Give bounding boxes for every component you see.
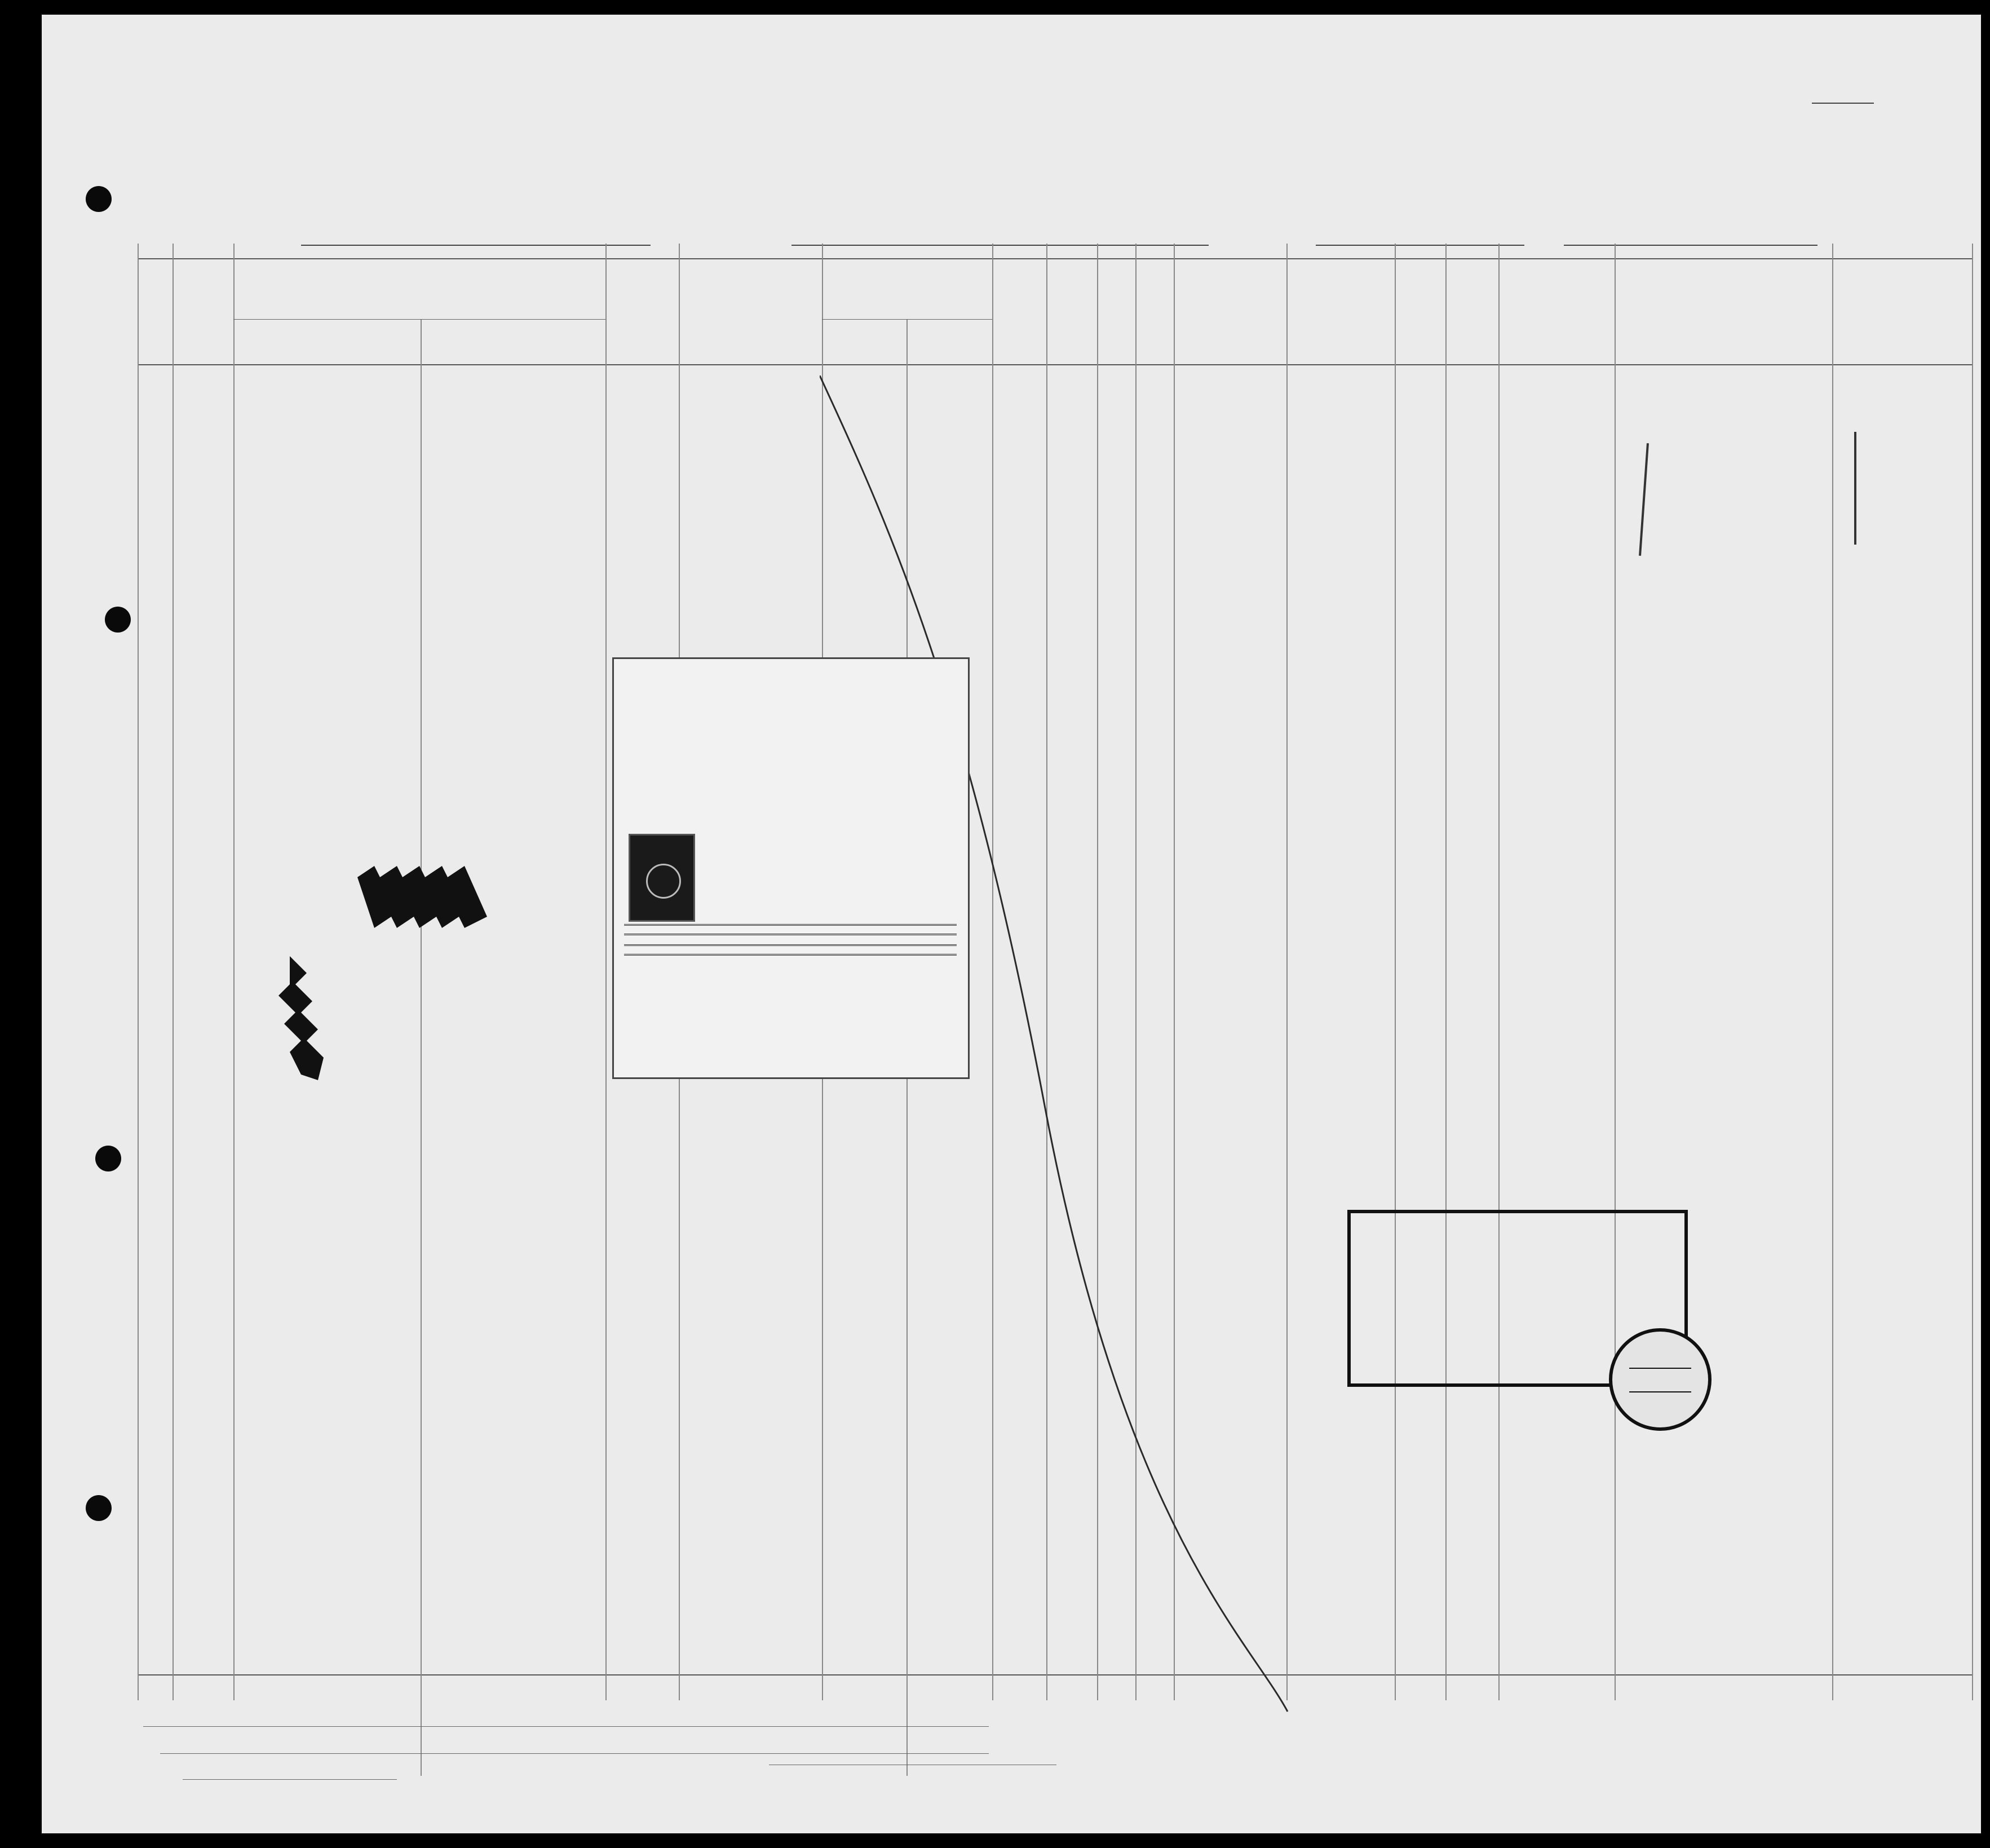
arrival-underline xyxy=(1316,245,1524,246)
strike-out xyxy=(624,924,957,935)
shipped-subheader-line xyxy=(822,319,992,320)
footer-rule xyxy=(183,1779,397,1780)
glue-mark xyxy=(357,860,527,973)
column-line xyxy=(1498,244,1500,1700)
column-line xyxy=(173,244,174,1700)
vessel-underline xyxy=(301,245,651,246)
date-underline xyxy=(1564,245,1744,246)
column-line xyxy=(1445,244,1447,1700)
table-top-border xyxy=(138,258,1972,259)
strike-out xyxy=(624,944,957,956)
fee-stamp xyxy=(629,834,695,922)
column-line xyxy=(138,244,139,1700)
balboa-seal xyxy=(1609,1328,1712,1431)
footer-rule xyxy=(160,1753,989,1754)
column-line xyxy=(1972,244,1973,1700)
seal-center-icon xyxy=(1629,1368,1691,1392)
punch-hole xyxy=(105,607,131,633)
year-underline xyxy=(1744,245,1817,246)
table-header-border xyxy=(138,364,1972,365)
footer-rule xyxy=(143,1726,989,1727)
manifest-sheet xyxy=(42,15,1981,1833)
punch-hole xyxy=(86,1495,112,1521)
remarks-stroke xyxy=(1639,443,1649,556)
fee-stamp-seal-icon xyxy=(646,864,681,899)
glue-mark xyxy=(278,950,352,1086)
column-line xyxy=(233,244,235,1700)
column-line xyxy=(421,319,422,1776)
port-underline xyxy=(791,245,1209,246)
sheet-underline xyxy=(1812,103,1874,104)
visa-stamp xyxy=(612,657,970,1079)
punch-hole xyxy=(86,186,112,212)
remarks-stroke xyxy=(1854,432,1856,545)
column-line xyxy=(605,244,607,1700)
name-subheader-line xyxy=(233,319,605,320)
column-line xyxy=(1395,244,1396,1700)
column-line xyxy=(1832,244,1833,1700)
punch-hole xyxy=(95,1146,121,1171)
column-line xyxy=(1615,244,1616,1700)
